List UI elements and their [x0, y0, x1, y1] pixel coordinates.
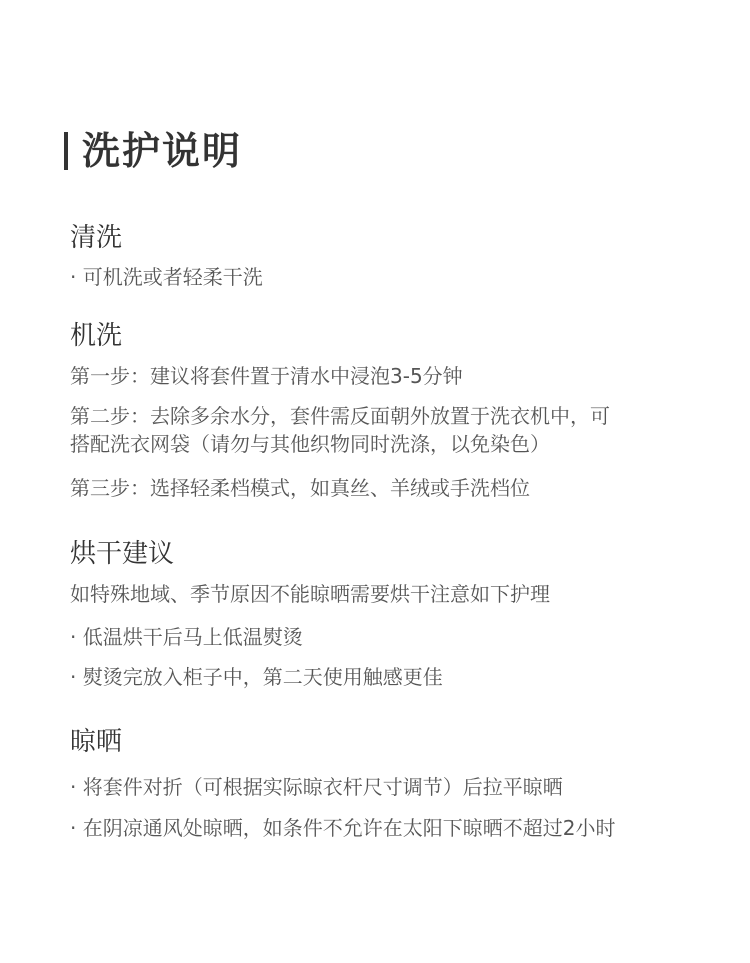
wash-step-2-cont: 搭配洗衣网袋（请勿与其他织物同时洗涤，以免染色） — [70, 432, 550, 456]
wash-step-2: 第二步：去除多余水分，套件需反面朝外放置于洗衣机中，可 — [70, 404, 610, 428]
drying-line-1: · 低温烘干后马上低温熨烫 — [70, 625, 303, 649]
section-drying — [70, 538, 710, 689]
wash-step-3: 第三步：选择轻柔档模式，如真丝、羊绒或手洗档位 — [70, 476, 530, 500]
drying-intro: 如特殊地域、季节原因不能晾晒需要烘干注意如下护理 — [70, 582, 550, 606]
section-air-dry — [70, 726, 710, 840]
page-title-wrap — [64, 128, 242, 174]
cleaning-line-1: · 可机洗或者轻柔干洗 — [70, 265, 263, 289]
section-cleaning — [70, 222, 710, 289]
wash-step-1: 第一步：建议将套件置于清水中浸泡3-5分钟 — [70, 364, 463, 388]
drying-line-2: · 熨烫完放入柜子中，第二天使用触感更佳 — [70, 665, 443, 689]
page-title: 洗护说明 — [82, 129, 243, 173]
section-heading: 清洗 — [70, 223, 123, 253]
airdry-line-2: · 在阴凉通风处晾晒，如条件不允许在太阳下晾晒不超过2小时 — [70, 816, 616, 840]
section-heading: 机洗 — [70, 321, 123, 351]
section-heading: 晾晒 — [70, 727, 123, 757]
section-machine-wash — [70, 320, 710, 500]
airdry-line-1: · 将套件对折（可根据实际晾衣杆尺寸调节）后拉平晾晒 — [70, 775, 563, 799]
section-heading: 烘干建议 — [70, 539, 175, 569]
title-accent-bar — [64, 132, 68, 170]
